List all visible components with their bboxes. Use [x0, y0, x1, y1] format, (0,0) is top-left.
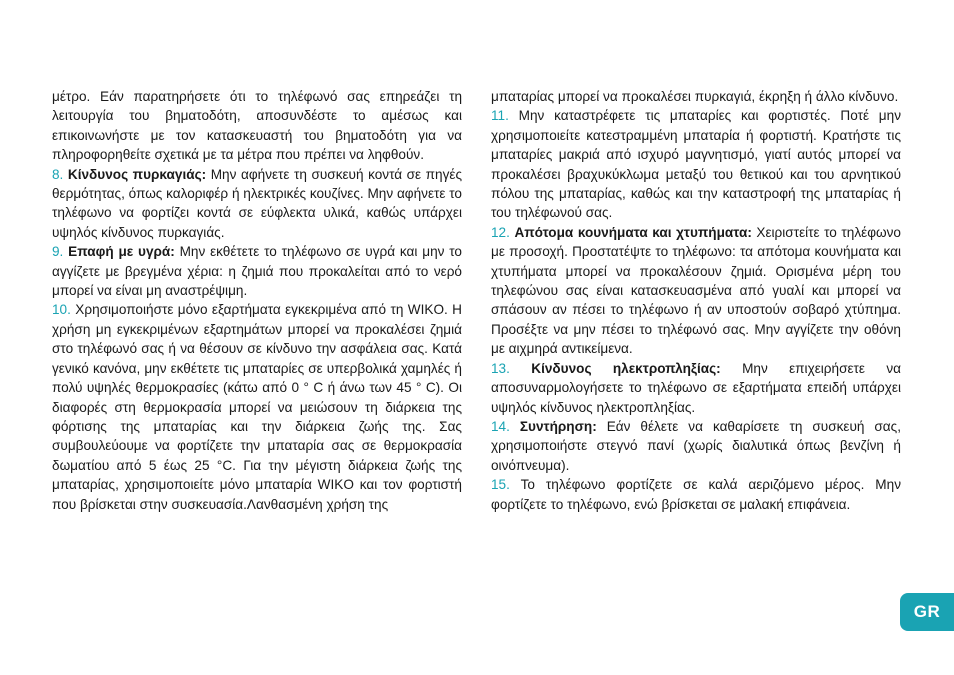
item-number: 11.	[491, 108, 509, 124]
item-text: Εάν θέλετε να καθαρίσετε τη συσκευή σας, χρησιμοποιήστε στεγνό πανί (χωρίς διαλυτικά όπως βενζίνη ή οινόπνευμα).	[491, 418, 901, 473]
item-number: 15.	[491, 477, 510, 493]
item-title: Κίνδυνος ηλεκτροπληξίας:	[531, 360, 721, 376]
left-intro-paragraph: μέτρο. Εάν παρατηρήσετε ότι το τηλέφωνό σας επηρεάζει τη λειτουργία του βηματοδότη, αποσυνδέστε το αμέσως και επικοινωνήστε με τον κατασκευαστή του βηματοδότη για να πληροφορηθείτε σχετικά με τα μέτρα που πρέπει να ληφθούν.	[52, 89, 462, 163]
item-number: 9.	[52, 244, 64, 260]
item-text: Χειριστείτε το τηλέφωνο με προσοχή. Προστατέψτε το τηλέφωνο: τα απότομα κουνήματα και χτυπήματα μπορεί να προκαλέσουν ζημιά. Ορισμένα μέρη του τηλεφώνου σας είναι κατασκευασμένα από γυαλί και μπορεί να σπάσουν αν πέσει το τηλέφωνο ή αν υποστούν σοβαρό χτύπημα. Προσέξτε να μην πέσει το τηλέφωνό σας. Μην αγγίζετε την οθόνη με αιχμηρά αντικείμενα.	[491, 224, 901, 357]
safety-item-15	[491, 475, 901, 514]
safety-item-14	[491, 417, 901, 475]
right-intro-paragraph: μπαταρίας μπορεί να προκαλέσει πυρκαγιά, έκρηξη ή άλλο κίνδυνο.	[491, 89, 899, 104]
item-text: Μην καταστρέφετε τις μπαταρίες και φορτιστές. Ποτέ μην χρησιμοποιείτε κατεστραμμένη μπαταρία ή φορτιστή. Κρατήστε τις μπαταρίες μακριά από ισχυρό μαγνητισμό, γιατί αυτός μπορεί να προκαλέσει βραχυκύκλωμα μεταξύ του θετικού και του αρνητικού πόλου της μπαταρίας, καθώς και την καταστροφή της μπαταρίας ή του τηλέφωνού σας.	[491, 108, 901, 221]
safety-item-12	[491, 223, 901, 359]
item-title: Συντήρηση:	[519, 418, 597, 434]
item-text: Μην εκθέτετε το τηλέφωνο σε υγρά και μην το αγγίζετε με βρεγμένα χέρια: η ζημιά που προκαλείται από το νερό μπορεί να είναι μη αναστρέψιμη.	[52, 244, 462, 299]
left-column	[52, 87, 462, 514]
language-tab: GR	[900, 593, 954, 631]
item-number: 10.	[52, 302, 71, 318]
item-number: 12.	[491, 224, 510, 240]
item-title: Κίνδυνος πυρκαγιάς:	[67, 166, 207, 182]
right-column	[491, 87, 901, 514]
item-text: Το τηλέφωνο φορτίζετε σε καλά αεριζόμενο μέρος. Μην φορτίζετε το τηλέφωνο, ενώ βρίσκεται σε μαλακή επιφάνεια.	[491, 477, 901, 512]
safety-item-8	[52, 165, 462, 243]
item-text: Μην αφήνετε τη συσκευή κοντά σε πηγές θερμότητας, όπως καλοριφέρ ή ηλεκτρικές κουζίνες. Μην αφήνετε το τηλέφωνο να φορτίζει κοντά σε εύφλεκτα υλικά, καθώς υπάρχει υψηλός κίνδυνος πυρκαγιάς.	[52, 166, 462, 240]
item-text: Μην επιχειρήσετε να αποσυναρμολογήσετε το τηλέφωνο σε εξαρτήματα επειδή υπάρχει υψηλός κίνδυνος ηλεκτροπληξίας.	[491, 360, 901, 415]
item-number: 8.	[52, 166, 64, 182]
item-number: 13.	[491, 360, 510, 376]
item-number: 14.	[491, 418, 510, 434]
item-text: Χρησιμοποιήστε μόνο εξαρτήματα εγκεκριμένα από τη WIKO. Η χρήση μη εγκεκριμένων εξαρτημάτων μπορεί να προκαλέσει ζημιά στο τηλέφωνό σας ή να θέσουν σε κίνδυνο την ασφάλεια σας. Κατά γενικό κανόνα, μην εκθέτετε τις μπαταρίες σε υπερβολικά χαμηλές ή πολύ υψηλές θερμοκρασίες (κάτω από 0 ° C ή άνω των 45 ° C). Οι διαφορές στη θερμοκρασία μπορεί να μειώσουν τη διάρκεια της φόρτισης της μπαταρίας και την διάρκεια ζωής της. Σας συμβουλεύουμε να φορτίζετε την μπαταρία σας σε θερμοκρασία δωματίου από 5 έως 25 °C. Για την μέγιστη διάρκεια ζωής της μπαταρίας, χρησιμοποιείτε μόνο μπαταρία WIKO και τον φορτιστή που βρίσκεται στην συσκευασία.Λανθασμένη χρήση της	[52, 302, 462, 512]
item-title: Επαφή με υγρά:	[68, 244, 175, 260]
safety-item-11	[491, 106, 901, 222]
safety-item-10	[52, 300, 462, 513]
item-title: Απότομα κουνήματα και χτυπήματα:	[514, 224, 752, 240]
safety-item-9	[52, 242, 462, 300]
safety-item-13	[491, 359, 901, 417]
